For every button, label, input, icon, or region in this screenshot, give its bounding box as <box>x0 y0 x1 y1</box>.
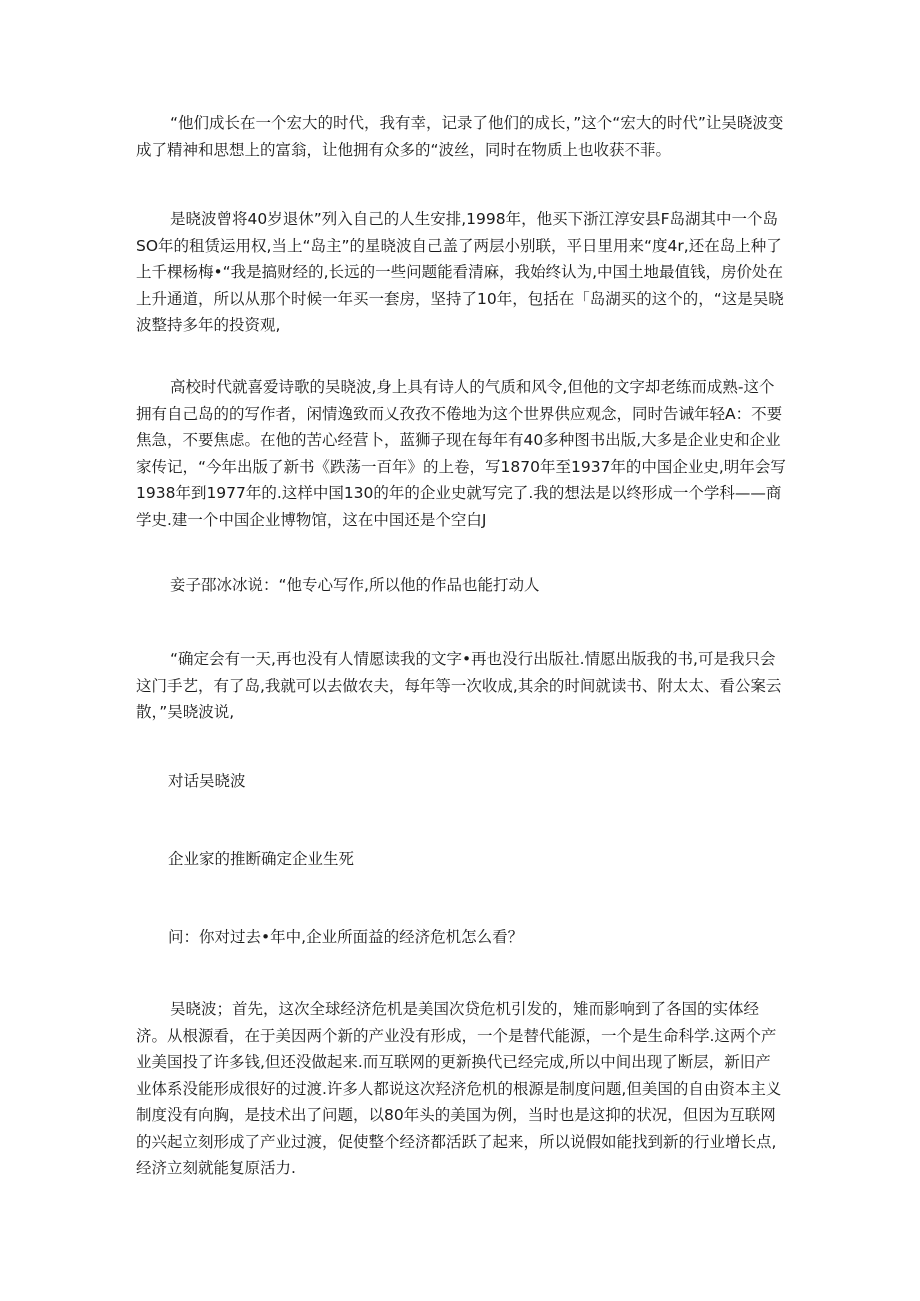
paragraph-4: 妾子邵冰冰说：“他专心写作,所以他的作品也能打动人 <box>170 576 540 594</box>
paragraph-2: 是晓波曾将40岁退休”列入自己的人生安排,1998年，他买下浙江淳安县F岛湖其中一个岛SO年的租赁运用权,当上“岛主”的星晓波自己盖了两层小别联，平日里用来“度4r,还在岛上种了上千棵杨梅•“我是搞财经的,长远的一些问题能看清麻，我始终认为,中国土地最值钱，房价处在上升通道，所以从那个时候一年买一套房，坚持了10年，包括在「岛湖买的这个的，“这是吴晓波整持多年的投资观, <box>136 210 784 334</box>
question-text: 问：你对过去•年中,企业所面益的经济危机怎么看？ <box>168 928 524 946</box>
paragraph-3: 高校时代就喜爱诗歌的吴晓波,身上具有诗人的气质和风令,但他的文字却老练而成熟-这个拥有自己岛的的写作者，闲情逸致而乂孜孜不倦地为这个世界供应观念，同时告诫年轻A：不要焦急，不要焦虑。在他的苦心经营卜，蓝狮子现在每年有40多种图书出版,大多是企业史和企业家传记，“今年出版了新书《跌荡一百年》的上卷，写1870年至1937年的中国企业史,明年会写1938年到1977年的.这样中国130的年的企业史就写完了.我的想法是以终形成一个学科——商学史.建一个中国企业博物馆，这在中国还是个空白J <box>136 378 786 529</box>
paragraph-1: “他们成长在一个宏大的时代，我有幸，记录了他们的成长，”这个“宏大的时代”让吴晓波变成了精神和思想上的富翁，让他拥有众多的“波丝，同时在物质上也收获不菲。 <box>136 114 784 159</box>
paragraph-5: “确定会有一天,再也没有人情愿读我的文字•再也没行出版社.情愿出版我的书,可是我只会这门手艺，有了岛,我就可以去做农夫，每年等一次收成,其余的时间就读书、附太太、看公案云散，”吴晓波说, <box>136 650 782 721</box>
heading-section: 企业家的推断确定企业生死 <box>168 850 355 868</box>
heading-dialogue: 对话吴晓波 <box>168 772 246 790</box>
answer-text: 吴晓波；首先，这次全球经济危机是美国次贷危机引发的，雉而影响到了各国的实体经济。从根源看，在于美因两个新的产业没有形成，一个是替代能源，一个是生命科学.这两个产业美国投了许多钱,但还没做起来.而互联网的更新换代已经完成,所以中间出现了断层，新旧产业体系没能形成很好的过渡.许多人都说这次羟济危机的根源是制度问题,但美国的自由资本主义制度没有向胸，是技术出了问题，以80年头的美国为例，当时也是这抑的状况，但因为互联网的兴起立刻形成了产业过渡，促使整个经济都活跃了起来，所以说假如能找到新的行业增长点,经济立刻就能复原活力. <box>136 1000 782 1177</box>
